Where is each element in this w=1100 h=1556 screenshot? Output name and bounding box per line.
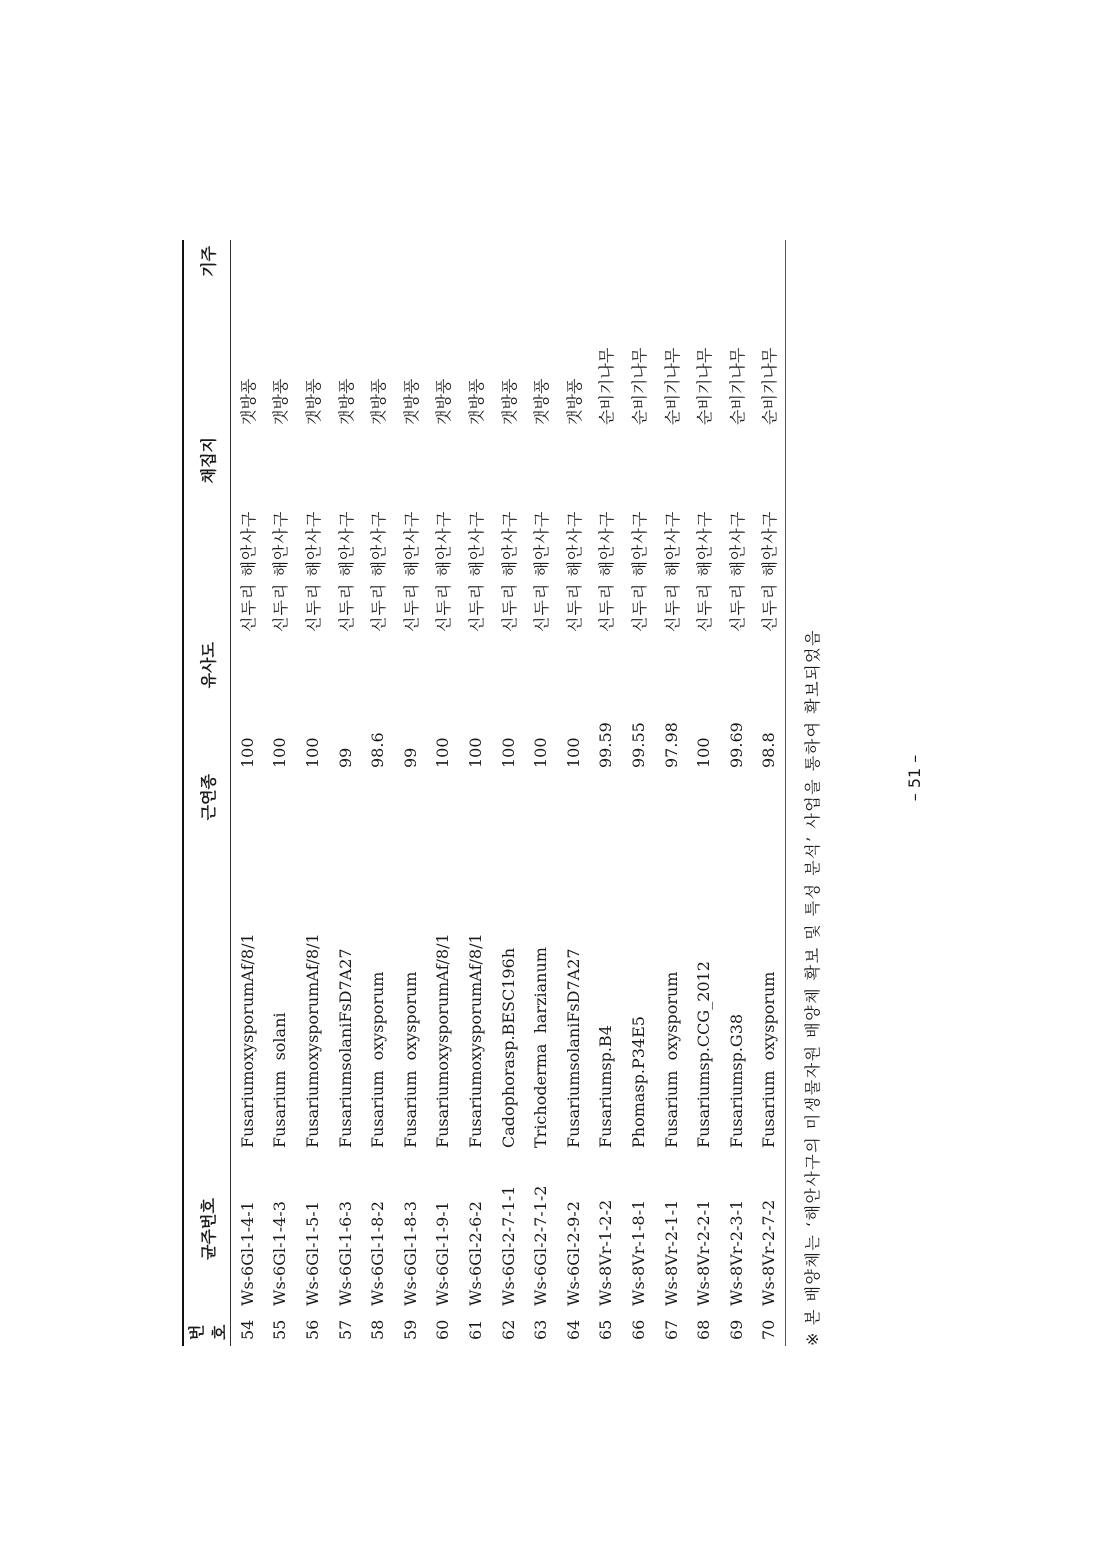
cell-closest-species: FusariumoxysporumAf/8/1: [302, 933, 322, 1148]
cell-strain-id: Ws-8Vr-2-1-1: [661, 1199, 681, 1306]
cell-collection-site: 신두리 해안사구: [564, 510, 584, 632]
cell-similarity: 99: [400, 747, 420, 768]
cell-closest-species: Phomasp.P34E5: [628, 1016, 648, 1148]
table-row: [720, 240, 753, 1346]
cell-strain-id: Ws-6Gl-1-5-1: [302, 1201, 322, 1306]
cell-collection-site: 신두리 해안사구: [727, 510, 747, 632]
cell-host: 갯방풍: [532, 378, 552, 425]
cell-strain-id: Ws-8Vr-1-2-2: [596, 1199, 616, 1306]
cell-similarity: 98.6: [368, 732, 388, 768]
header-similarity: 유사도: [183, 636, 231, 768]
cell-host: 갯방풍: [369, 378, 389, 425]
cell-number: 66: [628, 1319, 648, 1340]
reference-mark: ※: [803, 1331, 823, 1346]
cell-closest-species: Fusariumsp.G38: [726, 1013, 746, 1148]
cell-number: 68: [694, 1319, 714, 1340]
cell-similarity: 99.59: [596, 722, 616, 768]
cell-host: 순비기나무: [727, 347, 747, 425]
cell-host: 갯방풍: [499, 378, 519, 425]
table-row: [231, 240, 264, 1346]
cell-closest-species: Fusarium oxysporum: [753, 768, 786, 1148]
cell-closest-species: Fusariumsp.B4: [596, 1025, 616, 1148]
cell-collection-site: 신두리 해안사구: [401, 510, 421, 632]
cell-strain-id: Ws-6Gl-2-7-1-2: [531, 1185, 551, 1306]
cell-closest-species: Cadophorasp.BESC196h: [498, 947, 518, 1148]
table-row: [687, 240, 720, 1346]
table-body: [231, 240, 786, 1346]
cell-closest-species: FusariumoxysporumAf/8/1: [433, 933, 453, 1148]
cell-number: 58: [368, 1319, 388, 1340]
table-row: [590, 240, 623, 1346]
cell-similarity: 100: [694, 737, 714, 768]
cell-number: 62: [498, 1319, 518, 1340]
header-host: 기주: [183, 240, 231, 431]
cell-collection-site: 신두리 해안사구: [753, 431, 786, 636]
cell-strain-id: Ws-6Gl-2-6-2: [465, 1201, 485, 1306]
cell-collection-site: 신두리 해안사구: [695, 510, 715, 632]
cell-collection-site: 신두리 해안사구: [499, 510, 519, 632]
cell-collection-site: 신두리 해안사구: [629, 510, 649, 632]
table-header-row: [183, 240, 231, 1346]
cell-closest-species: Fusariumsp.CCG_2012: [694, 961, 714, 1148]
cell-number: 55: [270, 1319, 290, 1340]
cell-number: 60: [433, 1319, 453, 1340]
cell-collection-site: 신두리 해안사구: [597, 510, 617, 632]
cell-similarity: 100: [237, 737, 257, 768]
table-row: [492, 240, 525, 1346]
table-row: [329, 240, 362, 1346]
cell-collection-site: 신두리 해안사구: [466, 510, 486, 632]
cell-collection-site: 신두리 해안사구: [336, 510, 356, 632]
strain-table: [182, 240, 786, 1346]
cell-similarity: 97.98: [661, 722, 681, 768]
cell-host: 갯방풍: [336, 378, 356, 425]
cell-similarity: 100: [498, 737, 518, 768]
table-row: [753, 240, 786, 1346]
cell-strain-id: Ws-8Vr-1-8-1: [628, 1199, 648, 1306]
cell-host: 갯방풍: [271, 378, 291, 425]
cell-number: 56: [302, 1319, 322, 1340]
header-closest-species: 근연종: [183, 768, 231, 1148]
cell-host: 갯방풍: [434, 378, 454, 425]
table-row: [524, 240, 557, 1346]
cell-closest-species: FusariumoxysporumAf/8/1: [465, 933, 485, 1148]
cell-similarity: 100: [433, 737, 453, 768]
cell-strain-id: Ws-6Gl-1-4-3: [270, 1201, 290, 1306]
cell-host: 순비기나무: [629, 347, 649, 425]
cell-strain-id: Ws-8Vr-2-3-1: [726, 1199, 746, 1306]
cell-number: 70: [753, 1310, 786, 1346]
cell-host: 갯방풍: [238, 378, 258, 425]
cell-closest-species: FusariumoxysporumAf/8/1: [237, 933, 257, 1148]
table-row: [361, 240, 394, 1346]
cell-similarity: 99.69: [726, 722, 746, 768]
table-row: [459, 240, 492, 1346]
cell-closest-species: FusariumsolaniFsD7A27: [335, 948, 355, 1148]
cell-number: 57: [335, 1319, 355, 1340]
footnote: [800, 240, 823, 1346]
table-row: [296, 240, 329, 1346]
cell-host: 순비기나무: [662, 347, 682, 425]
cell-collection-site: 신두리 해안사구: [238, 510, 258, 632]
header-number: 번호: [183, 1310, 231, 1346]
cell-strain-id: Ws-6Gl-2-9-2: [563, 1201, 583, 1306]
cell-strain-id: Ws-6Gl-2-7-1-1: [498, 1185, 518, 1306]
cell-strain-id: Ws-6Gl-1-4-1: [237, 1201, 257, 1306]
cell-similarity: 100: [302, 737, 322, 768]
footnote-text: 본 배양체는 ‘해안사구의 미생물자원 배양체 확보 및 특성 분석’ 사업을 통하여 확보되었음: [803, 629, 823, 1326]
cell-closest-species: FusariumsolaniFsD7A27: [563, 948, 583, 1148]
cell-similarity: 100: [465, 737, 485, 768]
cell-number: 67: [661, 1319, 681, 1340]
table-row: [394, 240, 427, 1346]
cell-host: 순비기나무: [597, 347, 617, 425]
cell-similarity: 99.55: [628, 722, 648, 768]
table-row: [622, 240, 655, 1346]
cell-number: 65: [596, 1319, 616, 1340]
table-row: [557, 240, 590, 1346]
cell-collection-site: 신두리 해안사구: [271, 510, 291, 632]
cell-number: 54: [237, 1319, 257, 1340]
cell-strain-id: Ws-8Vr-2-7-2: [753, 1148, 786, 1310]
table-row: [427, 240, 460, 1346]
cell-similarity: 100: [531, 737, 551, 768]
cell-host: 갯방풍: [303, 378, 323, 425]
cell-closest-species: Trichoderma harzianum: [531, 947, 551, 1148]
cell-number: 69: [726, 1319, 746, 1340]
cell-strain-id: Ws-6Gl-1-6-3: [335, 1201, 355, 1306]
cell-strain-id: Ws-6Gl-1-8-3: [400, 1201, 420, 1306]
cell-host: 순비기나무: [753, 240, 786, 431]
cell-collection-site: 신두리 해안사구: [662, 510, 682, 632]
cell-collection-site: 신두리 해안사구: [369, 510, 389, 632]
cell-closest-species: Fusarium oxysporum: [661, 971, 681, 1148]
cell-similarity: 100: [563, 737, 583, 768]
cell-host: 갯방풍: [466, 378, 486, 425]
cell-collection-site: 신두리 해안사구: [434, 510, 454, 632]
cell-similarity: 100: [270, 737, 290, 768]
cell-closest-species: Fusarium solani: [270, 1012, 290, 1148]
cell-strain-id: Ws-6Gl-1-8-2: [368, 1201, 388, 1306]
table-row: [264, 240, 297, 1346]
cell-number: 64: [563, 1319, 583, 1340]
cell-number: 61: [465, 1319, 485, 1340]
header-collection-site: 채집지: [183, 431, 231, 636]
cell-similarity: 99: [335, 747, 355, 768]
cell-number: 63: [531, 1319, 551, 1340]
cell-strain-id: Ws-8Vr-2-2-1: [694, 1199, 714, 1306]
table-row: [655, 240, 688, 1346]
page-number: – 51 –: [905, 754, 924, 802]
cell-closest-species: Fusarium oxysporum: [368, 971, 388, 1148]
cell-number: 59: [400, 1319, 420, 1340]
cell-host: 갯방풍: [564, 378, 584, 425]
cell-host: 갯방풍: [401, 378, 421, 425]
cell-similarity: 98.8: [753, 636, 786, 768]
cell-closest-species: Fusarium oxysporum: [400, 971, 420, 1148]
cell-collection-site: 신두리 해안사구: [532, 510, 552, 632]
header-strain-id: 균주번호: [183, 1148, 231, 1310]
cell-strain-id: Ws-6Gl-1-9-1: [433, 1201, 453, 1306]
cell-host: 순비기나무: [695, 347, 715, 425]
page-content: [182, 240, 823, 1346]
cell-collection-site: 신두리 해안사구: [303, 510, 323, 632]
